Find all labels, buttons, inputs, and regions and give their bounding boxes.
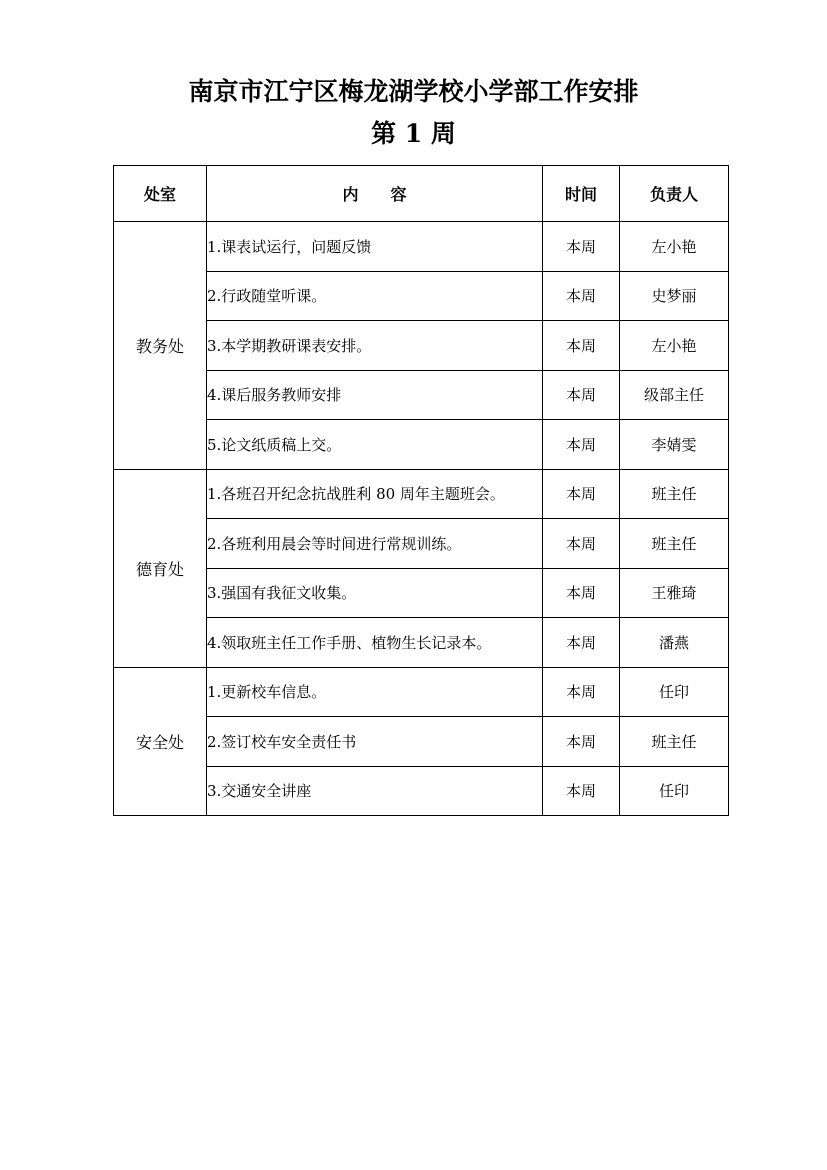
time-cell: 本周 (543, 568, 620, 618)
table-row (114, 321, 729, 371)
owner-cell: 班主任 (620, 469, 729, 519)
time-cell: 本周 (543, 618, 620, 668)
owner-cell: 王雅琦 (620, 568, 729, 618)
owner-cell: 任印 (620, 766, 729, 816)
table-row (114, 469, 729, 519)
header-dept: 处室 (114, 166, 207, 222)
dept-cell-safety: 安全处 (114, 667, 207, 816)
table-row (114, 766, 729, 816)
dept-cell-moral: 德育处 (114, 469, 207, 667)
content-cell: 2.签订校车安全责任书 (207, 717, 543, 767)
content-cell: 3.本学期教研课表安排。 (207, 321, 543, 371)
owner-cell: 任印 (620, 667, 729, 717)
header-time: 时间 (543, 166, 620, 222)
time-cell: 本周 (543, 271, 620, 321)
time-cell: 本周 (543, 222, 620, 272)
content-cell: 4.课后服务教师安排 (207, 370, 543, 420)
document-title: 南京市江宁区梅龙湖学校小学部工作安排 (188, 77, 639, 106)
table-row (114, 568, 729, 618)
time-cell: 本周 (543, 370, 620, 420)
owner-cell: 左小艳 (620, 321, 729, 371)
table-row (114, 667, 729, 717)
owner-cell: 史梦丽 (620, 271, 729, 321)
owner-cell: 级部主任 (620, 370, 729, 420)
table-row (114, 370, 729, 420)
header-owner: 负责人 (620, 166, 729, 222)
content-cell: 2.各班利用晨会等时间进行常规训练。 (207, 519, 543, 569)
header-row (114, 166, 729, 222)
time-cell: 本周 (543, 667, 620, 717)
time-cell: 本周 (543, 469, 620, 519)
owner-cell: 潘燕 (620, 618, 729, 668)
dept-cell-academic: 教务处 (114, 222, 207, 470)
owner-cell: 李婧雯 (620, 420, 729, 470)
week-label: 第 1 周 (371, 119, 456, 148)
table-row (114, 420, 729, 470)
time-cell: 本周 (543, 519, 620, 569)
content-cell: 5.论文纸质稿上交。 (207, 420, 543, 470)
schedule-table (113, 165, 729, 816)
content-cell: 1.课表试运行，问题反馈 (207, 222, 543, 272)
table-row (114, 271, 729, 321)
table-row (114, 717, 729, 767)
time-cell: 本周 (543, 766, 620, 816)
owner-cell: 班主任 (620, 717, 729, 767)
owner-cell: 班主任 (620, 519, 729, 569)
content-cell: 3.强国有我征文收集。 (207, 568, 543, 618)
content-cell: 1.更新校车信息。 (207, 667, 543, 717)
owner-cell: 左小艳 (620, 222, 729, 272)
time-cell: 本周 (543, 420, 620, 470)
content-cell: 4.领取班主任工作手册、植物生长记录本。 (207, 618, 543, 668)
content-cell: 1.各班召开纪念抗战胜利 80 周年主题班会。 (207, 469, 543, 519)
table-row (114, 519, 729, 569)
content-cell: 3.交通安全讲座 (207, 766, 543, 816)
header-content: 内 容 (207, 166, 543, 222)
content-cell: 2.行政随堂听课。 (207, 271, 543, 321)
time-cell: 本周 (543, 321, 620, 371)
time-cell: 本周 (543, 717, 620, 767)
table-row (114, 222, 729, 272)
table-row (114, 618, 729, 668)
